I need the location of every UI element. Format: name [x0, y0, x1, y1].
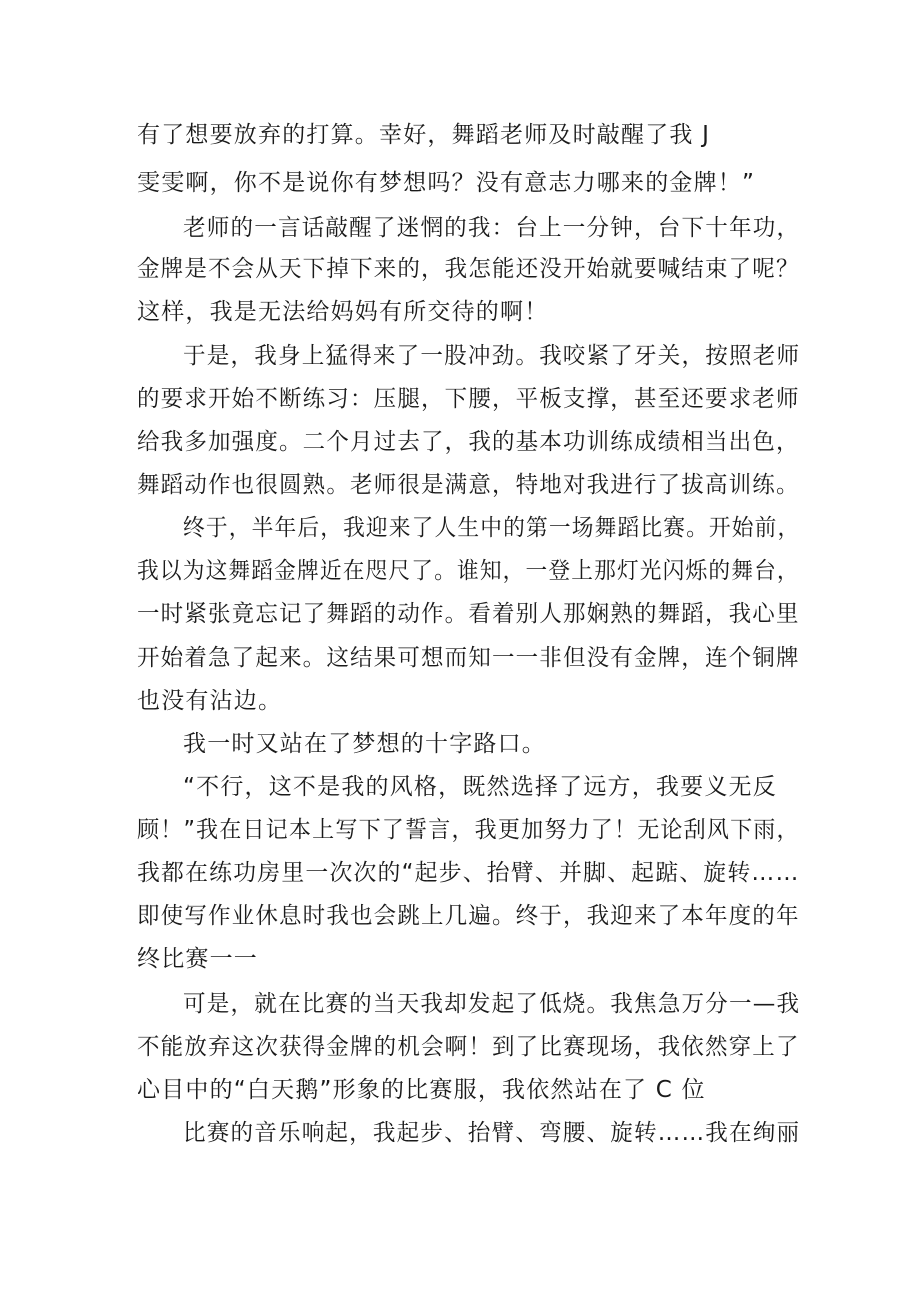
text-line-13: 开始着急了起来。这结果可想而知一一非但没有金牌，连个铜牌 — [137, 645, 800, 671]
text-line-18: 我都在练功房里一次次的“起步、抬臂、并脚、起踮、旋转…… — [137, 860, 800, 886]
text-line-5: 这样，我是无法给妈妈有所交待的啊！ — [137, 299, 549, 325]
text-line-23: 心目中的“白天鹅”形象的比赛服，我依然站在了 C 位 — [137, 1077, 706, 1103]
text-line-24: 比赛的音乐响起，我起步、抬臂、弯腰、旋转……我在绚丽 — [183, 1120, 801, 1146]
text-line-11: 我以为这舞蹈金牌近在咫尺了。谁知，一登上那灯光闪烁的舞台， — [137, 558, 800, 584]
text-line-1: 有了想要放弃的打算。幸好，舞蹈老师及时敲醒了我 J — [137, 122, 711, 148]
text-line-2: 雯雯啊，你不是说你有梦想吗？没有意志力哪来的金牌！” — [137, 170, 756, 196]
text-line-12: 一时紧张竟忘记了舞蹈的动作。看着别人那娴熟的舞蹈，我心里 — [137, 601, 800, 627]
text-line-8: 给我多加强度。二个月过去了，我的基本功训练成绩相当出色， — [137, 429, 800, 455]
text-line-10: 终于，半年后，我迎来了人生中的第一场舞蹈比赛。开始前， — [183, 515, 801, 541]
text-line-9: 舞蹈动作也很圆熟。老师很是满意，特地对我进行了拔高训练。 — [137, 472, 800, 498]
text-line-20: 终比赛一一 — [137, 946, 258, 972]
text-line-19: 即使写作业休息时我也会跳上几遍。终于，我迎来了本年度的年 — [137, 903, 800, 929]
text-line-14: 也没有沾边。 — [137, 688, 283, 714]
text-line-15: 我一时又站在了梦想的十字路口。 — [183, 731, 546, 757]
text-line-17: 顾！”我在日记本上写下了誓言，我更加努力了！无论刮风下雨， — [137, 817, 800, 843]
text-line-6: 于是，我身上猛得来了一股冲劲。我咬紧了牙关，按照老师 — [183, 343, 801, 369]
text-line-22: 不能放弃这次获得金牌的机会啊！到了比赛现场，我依然穿上了 — [137, 1034, 800, 1060]
text-line-21: 可是，就在比赛的当天我却发起了低烧。我焦急万分一—我 — [183, 991, 801, 1017]
text-line-16: “不行，这不是我的风格，既然选择了远方，我要义无反 — [183, 774, 777, 800]
text-line-7: 的要求开始不断练习：压腿，下腰，平板支撑，甚至还要求老师 — [137, 386, 800, 412]
text-line-3: 老师的一言话敲醒了迷惘的我：台上一分钟，台下十年功， — [183, 215, 801, 241]
text-line-4: 金牌是不会从天下掉下来的，我怎能还没开始就要喊结束了呢？ — [137, 256, 800, 282]
